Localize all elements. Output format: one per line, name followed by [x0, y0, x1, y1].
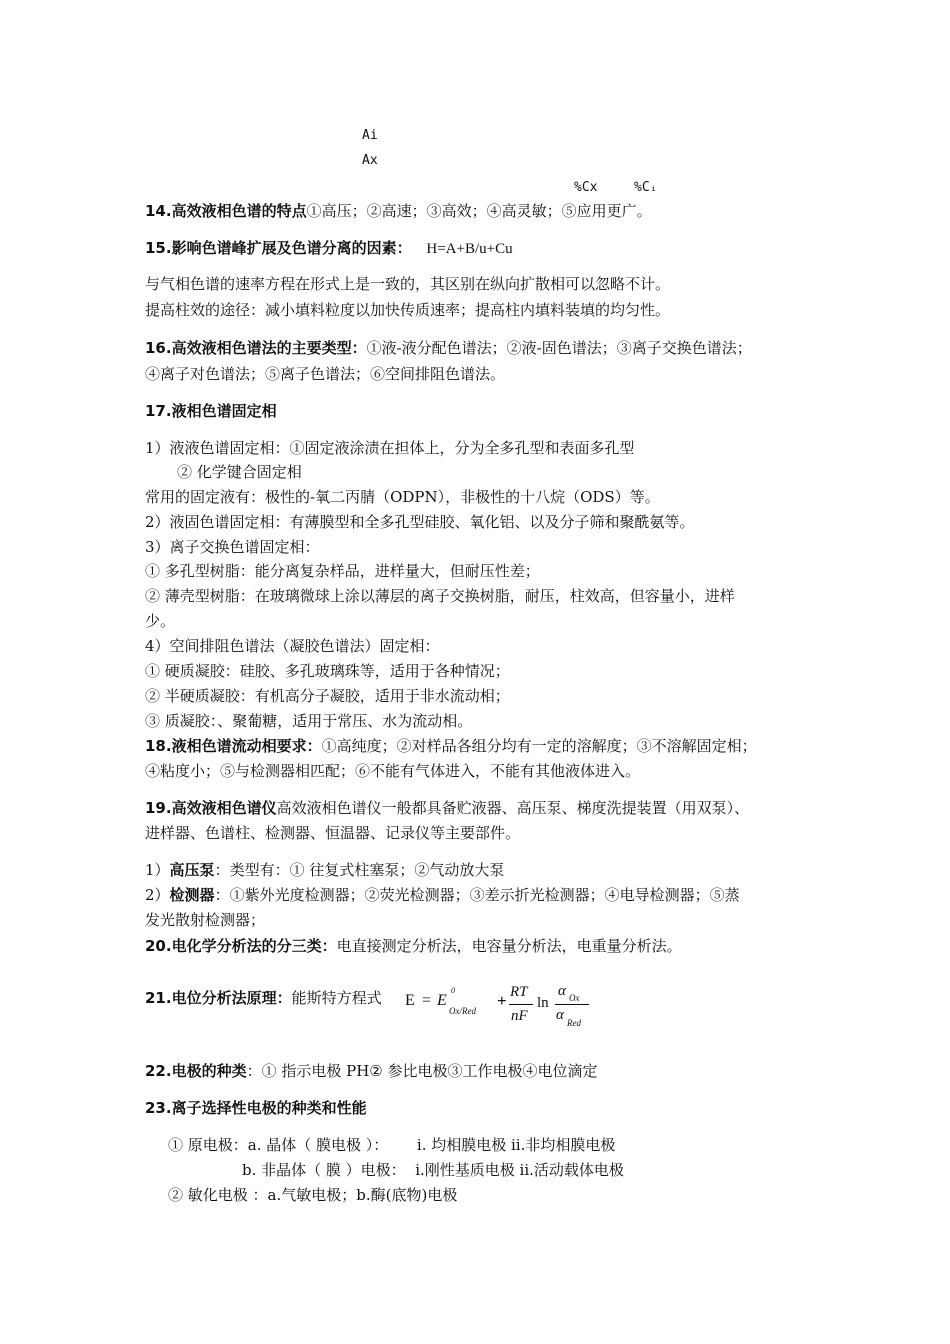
section-17-line: ③ 质凝胶：、聚葡糖，适用于常压、水为流动相。: [145, 712, 473, 730]
eq-fraction-bar-1: [509, 1004, 533, 1005]
section-19-pump: [145, 860, 504, 880]
eq-alpha-bottom: α: [556, 1007, 564, 1023]
section-19: [145, 798, 749, 818]
pump-title: 高压泵: [169, 861, 215, 879]
eq-ln: ln: [537, 995, 549, 1011]
section-15-line1: 与气相色谱的速率方程在形式上是一致的，其区别在纵向扩散相可以忽略不计。: [145, 275, 671, 293]
label-pct-ci: %Cᵢ: [634, 180, 658, 195]
section-22-text: ：① 指示电极 PH② 参比电极③工作电极④电位滴定: [246, 1062, 598, 1080]
eq-sub-ox: Ox: [569, 993, 580, 1003]
eq-sub-red: Red: [567, 1018, 581, 1028]
section-21-title: 21.电位分析法原理：: [145, 989, 292, 1007]
eq-den-nf: nF: [511, 1008, 528, 1024]
label-ax: Ax: [362, 153, 378, 168]
eq-equals: =: [422, 992, 432, 1009]
section-15-title: 15.影响色谱峰扩展及色谱分离的因素：: [145, 239, 412, 257]
eq-e0: E: [437, 992, 447, 1009]
section-16-text2: ④离子对色谱法；⑤离子色谱法；⑥空间排阻色谱法。: [145, 365, 506, 383]
section-23-line2: b. 非晶体（ 膜 ）电极： i.刚性基质电极 ii.活动载体电极: [242, 1161, 624, 1179]
section-16-text1: ①液-液分配色谱法；②液-固色谱法；③离子交换色谱法；: [366, 339, 752, 357]
section-23-line3: ② 敏化电极 ：a.气敏电极；b.酶(底物)电极: [168, 1186, 458, 1204]
detector-prefix: 2）: [145, 886, 170, 904]
section-19-title: 19.高效液相色谱仪: [145, 799, 277, 817]
section-19-text1: 高效液相色谱仪一般都具备贮液器、高压泵、梯度洗提装置（用双泵）、: [276, 799, 750, 817]
eq-num-rt: RT: [510, 984, 528, 1000]
section-14-text: ①高压；②高速；③高效；④高灵敏；⑤应用更广。: [306, 202, 652, 220]
section-22-title: 22.电极的种类: [145, 1062, 247, 1080]
detector-text2: 发光散射检测器；: [145, 911, 266, 929]
section-17-line: 少。: [145, 612, 176, 630]
section-18-text2: ④粘度小；⑤与检测器相匹配；⑥不能有气体进入，不能有其他液体进入。: [145, 762, 641, 780]
section-20: [145, 936, 682, 956]
section-21-text: 能斯特方程式: [291, 989, 382, 1007]
section-20-title: 20.电化学分析法的分三类：: [145, 937, 337, 955]
section-17-line: 常用的固定液有：极性的-氧二丙腈（ODPN），非极性的十八烷（ODS）等。: [145, 488, 660, 506]
section-17-line: ① 硬质凝胶：硅胶、多孔玻璃珠等，适用于各种情况；: [145, 662, 510, 680]
eq-fraction-bar-2: [555, 1004, 589, 1005]
label-ai: Ai: [362, 128, 378, 143]
section-17-line: 1）液液色谱固定相：①固定液涂渍在担体上，分为全多孔型和表面多孔型: [145, 439, 635, 457]
section-17-line: ② 化学键合固定相: [177, 463, 302, 481]
eq-sub-ox-red: Ox/Red: [449, 1006, 476, 1016]
section-17-title: 17.液相色谱固定相: [145, 402, 277, 420]
eq-sup-0: 0: [451, 986, 455, 995]
section-16: [145, 338, 752, 358]
pump-text: ：类型有：① 往复式柱塞泵；②气动放大泵: [214, 861, 505, 879]
section-18-title: 18.液相色谱流动相要求：: [145, 737, 322, 755]
detector-text1: ：①紫外光度检测器；②荧光检测器；③差示折光检测器；④电导检测器；⑤蒸: [214, 886, 740, 904]
section-14: [145, 201, 652, 221]
section-23-title: 23.离子选择性电极的种类和性能: [145, 1099, 367, 1117]
section-19-detector: [145, 885, 740, 905]
section-17-line: ① 多孔型树脂：能分离复杂样品，进样量大，但耐压性差；: [145, 562, 540, 580]
nernst-equation: [405, 982, 605, 1032]
section-20-text: 电直接测定分析法，电容量分析法，电重量分析法。: [336, 937, 682, 955]
section-18-text1: ①高纯度；②对样品各组分均有一定的溶解度；③不溶解固定相；: [321, 737, 757, 755]
section-16-title: 16.高效液相色谱法的主要类型：: [145, 339, 367, 357]
pump-prefix: 1）: [145, 861, 170, 879]
section-22: [145, 1061, 598, 1081]
section-19-text2: 进样器、色谱柱、检测器、恒温器、记录仪等主要部件。: [145, 824, 521, 842]
section-17-line: ② 半硬质凝胶：有机高分子凝胶，适用于非水流动相；: [145, 687, 510, 705]
eq-plus: +: [497, 991, 507, 1010]
section-17-line: 2）液固色谱固定相：有薄膜型和全多孔型硅胶、氧化铝、以及分子筛和聚酰氨等。: [145, 513, 695, 531]
section-23-line1: ① 原电极：a. 晶体（ 膜电极 ）： i. 均相膜电极 ii.非均相膜电极: [168, 1136, 616, 1154]
eq-e: E: [405, 992, 415, 1009]
label-pct-cx: %Cx: [574, 180, 598, 195]
section-21: [145, 988, 382, 1008]
section-17-line: ② 薄壳型树脂：在玻璃微球上涂以薄层的离子交换树脂，耐压，柱效高，但容量小，进样: [145, 587, 735, 605]
detector-title: 检测器: [169, 886, 215, 904]
section-18: [145, 736, 757, 756]
section-14-title: 14.高效液相色谱的特点: [145, 202, 307, 220]
section-17-line: 3）离子交换色谱固定相：: [145, 538, 320, 556]
section-15-line2: 提高柱效的途径：减小填料粒度以加快传质速率；提高柱内填料装填的均匀性。: [145, 301, 671, 319]
section-15: [145, 238, 513, 259]
van-deemter-formula: H=A+B/u+Cu: [426, 241, 513, 257]
section-17-line: 4）空间排阻色谱法（凝胶色谱法）固定相：: [145, 637, 440, 655]
eq-alpha-top: α: [558, 983, 566, 999]
